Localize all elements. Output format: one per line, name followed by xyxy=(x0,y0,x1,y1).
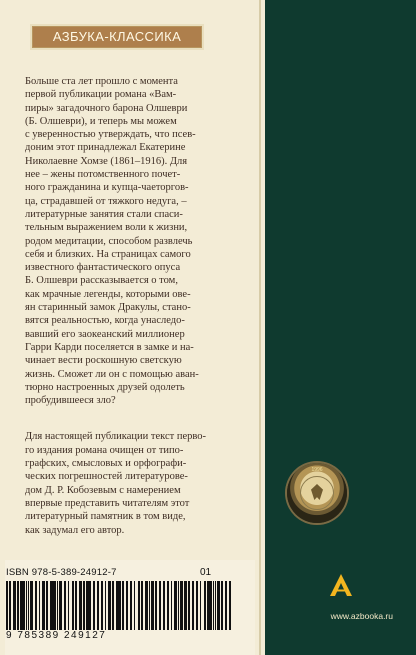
barcode-digits: 9 785389 249127 xyxy=(6,630,107,641)
green-spine-panel xyxy=(265,0,416,655)
seal-year: 1996 xyxy=(311,467,323,473)
azbooka-logo-icon xyxy=(328,572,354,598)
annotation-text xyxy=(25,75,257,537)
vertical-divider xyxy=(259,0,261,655)
annotation-paragraph-2: Для настоящей публикации текст перво- го издания романа очищен от типо- графских, смысловых и орфографи- ческих погрешностей литературове- дом Д. Р. Кобозевым с намерением впервые представить читателям этот литературный памятник в том виде, как задумал его автор. xyxy=(25,431,206,536)
series-label: АЗБУКА-КЛАССИКА xyxy=(30,24,204,50)
barcode-icon xyxy=(6,581,231,630)
isbn-number: ISBN 978-5-389-24912-7 xyxy=(6,567,117,578)
annotation-paragraph-1: Больше ста лет прошло с момента первой публикации романа «Вам- пиры» загадочного барона Олшеври (Б. Олшеври), и теперь мы можем с уверенностью утверждать, что псев- доним этот принадлежал Екатерине Николаевне Хомзе (1861–1916). Для нее – жены потомственного почет- ного гражданина и купца-чаеторгов- ца, страдавшей от тяжкого недуга, – литературные занятия стали спаси- тельным выражением воли к жизни, родом медитации, способом развлечь себя и близких. На страницах самого известного фантастического опуса Б. Олшеври рассказывается о том, как мрачные легенды, которыми ове- ян старинный замок Дракулы, стано- вятся реальностью, когда унаследо- вавший его заокеанский миллионер Гарри Карди поселяется в замке и на- чинает вести роскошную светскую жизнь. Сможет ли он с помощью аван- тюрно настроенных друзей одолеть пробудившееся зло? xyxy=(25,76,199,407)
barcode-suffix: 01 xyxy=(200,567,212,578)
publisher-url[interactable]: www.azbooka.ru xyxy=(330,611,393,621)
